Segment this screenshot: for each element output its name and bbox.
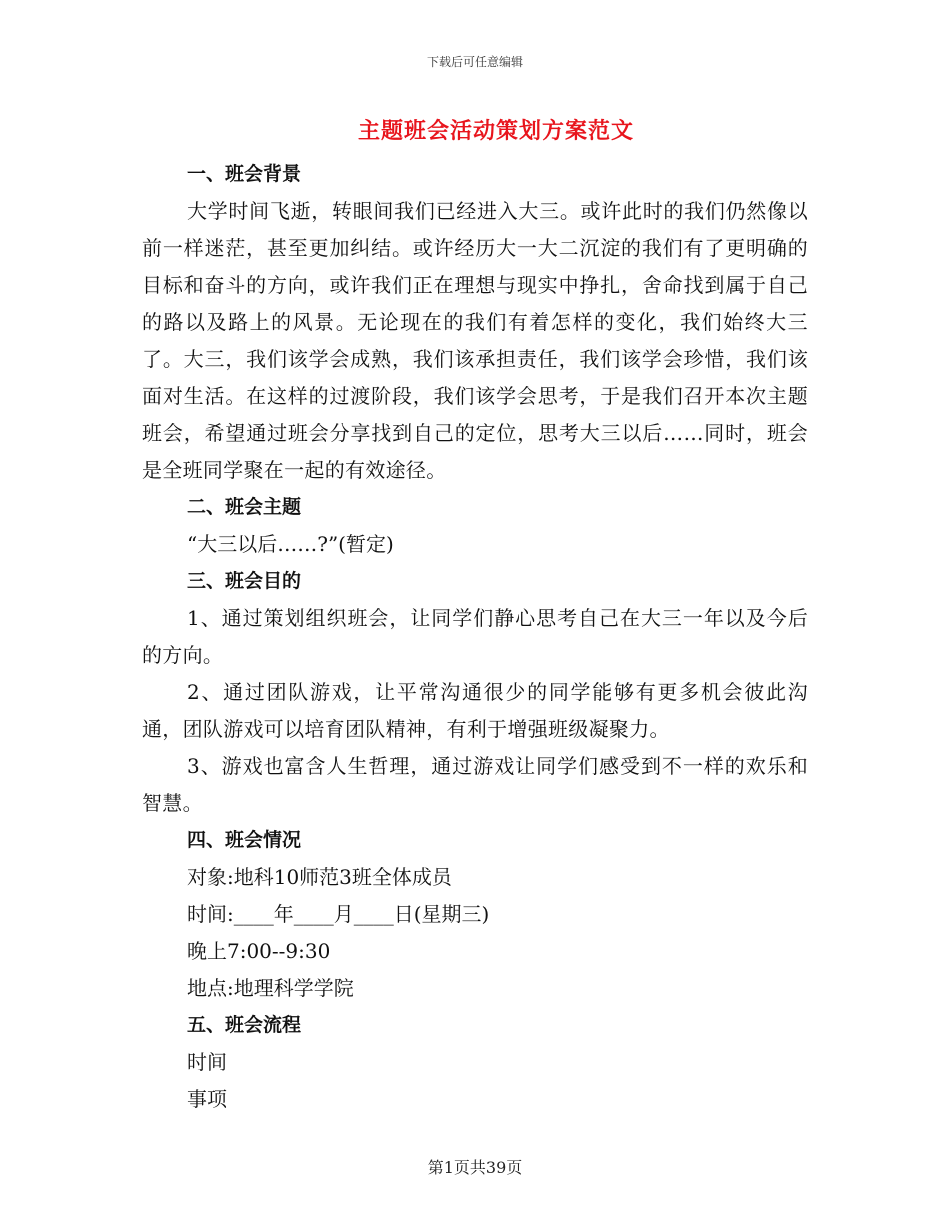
purpose-item-3: 3、游戏也富含人生哲理，通过游戏让同学们感受到不一样的欢乐和智慧。 [142, 754, 808, 815]
details-audience: 对象:地科10师范3班全体成员 [187, 865, 452, 889]
page-footer: 第1页共39页 [427, 1158, 523, 1177]
details-time: 晚上7:00--9:30 [187, 939, 331, 963]
document-title: 主题班会活动策划方案范文 [357, 118, 634, 144]
details-location: 地点:地理科学学院 [187, 976, 354, 1000]
procedure-item-label: 事项 [187, 1087, 227, 1111]
details-date: 时间:____年____月____日(星期三) [187, 902, 490, 926]
section-heading-theme: 二、班会主题 [187, 496, 302, 518]
page-header: 下载后可任意编辑 [426, 55, 523, 69]
section-heading-background: 一、班会背景 [187, 163, 302, 185]
procedure-time-label: 时间 [187, 1050, 227, 1074]
section-heading-purpose: 三、班会目的 [187, 570, 302, 592]
background-paragraph: 大学时间飞逝，转眼间我们已经进入大三。或许此时的我们仍然像以前一样迷茫，甚至更加纠结。或许经历大一大二沉淀的我们有了更明确的目标和奋斗的方向，或许我们正在理想与现实中挣扎，舍命找到属于自己的路以及路上的风景。无论现在的我们有着怎样的变化，我们始终大三了。大三，我们该学会成熟，我们该承担责任，我们该学会珍惜，我们该面对生活。在这样的过渡阶段，我们该学会思考，于是我们召开本次主题班会，希望通过班会分享找到自己的定位，思考大三以后……同时，班会是全班同学聚在一起的有效途径。 [142, 199, 808, 482]
theme-text: “大三以后……?”(暂定) [187, 532, 394, 556]
purpose-item-2: 2、通过团队游戏，让平常沟通很少的同学能够有更多机会彼此沟通，团队游戏可以培育团队精神，有利于增强班级凝聚力。 [142, 680, 808, 741]
document-body [142, 156, 808, 1118]
purpose-item-1: 1、通过策划组织班会，让同学们静心思考自己在大三一年以及今后的方向。 [142, 606, 808, 667]
section-heading-details: 四、班会情况 [187, 829, 302, 851]
section-heading-procedure: 五、班会流程 [187, 1014, 302, 1036]
